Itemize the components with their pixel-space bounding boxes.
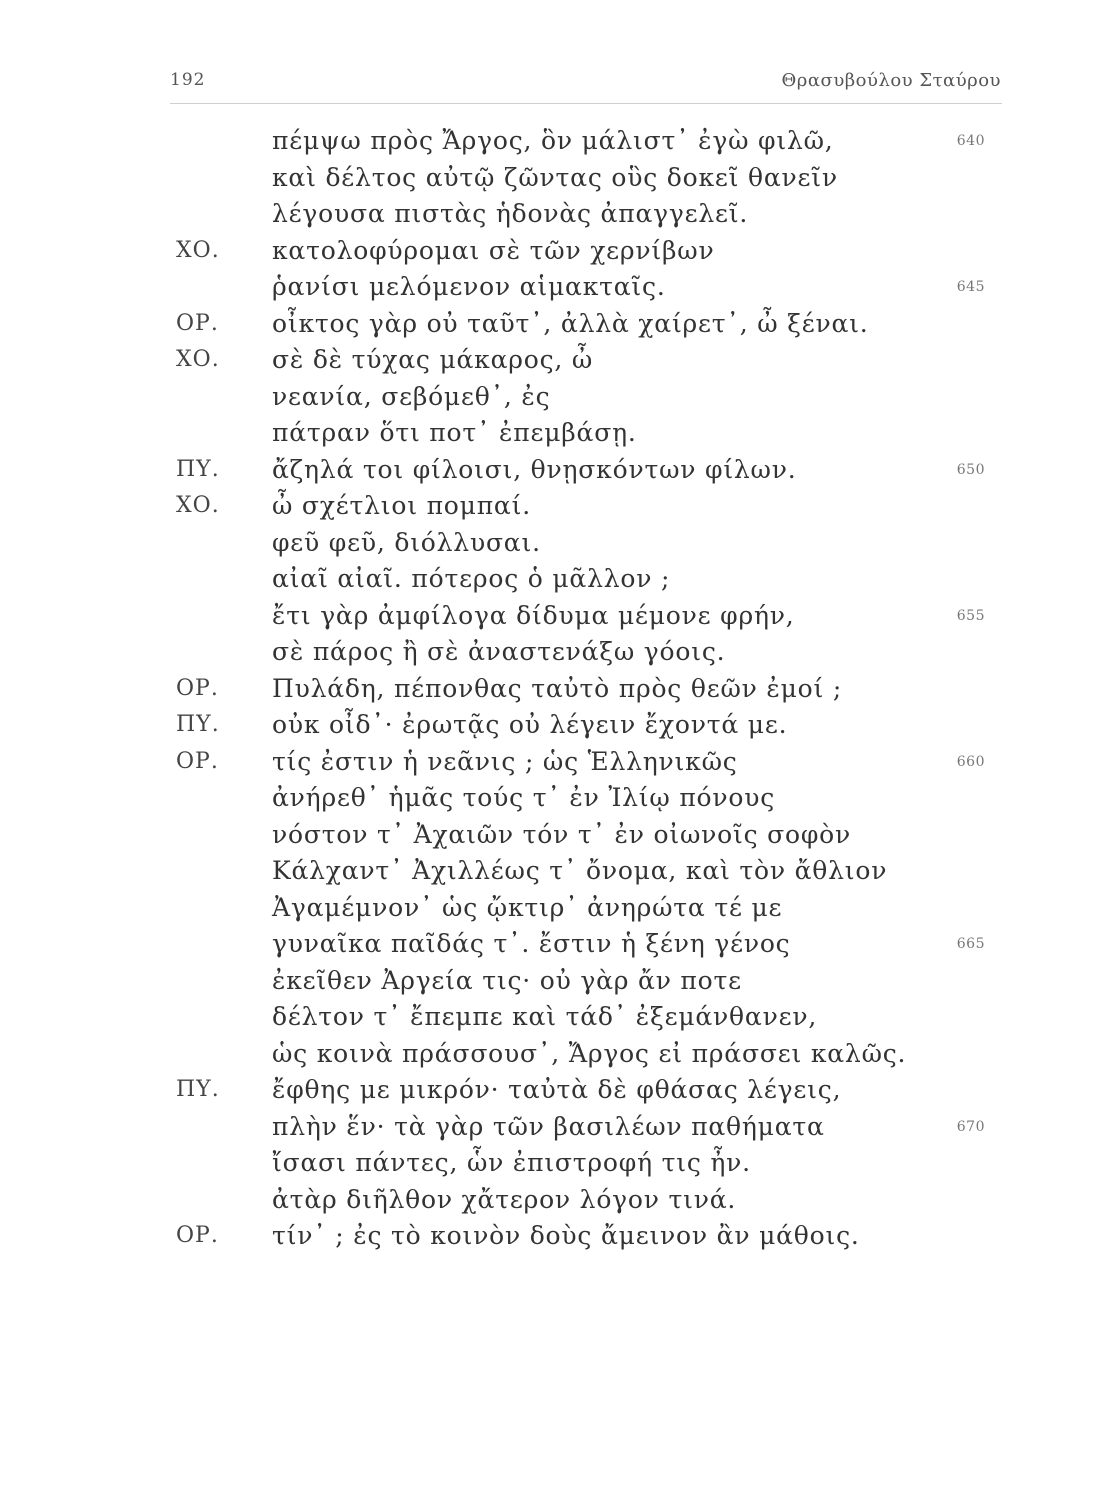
verse-line <box>0 856 1113 893</box>
line-number: 645 <box>956 279 985 295</box>
verse-line <box>0 929 1113 966</box>
verse-line <box>0 747 1113 784</box>
verse-text: σὲ δὲ τύχας μάκαρος, ὦ <box>272 345 594 374</box>
verse-line <box>0 783 1113 820</box>
verse-line <box>0 710 1113 747</box>
verse-text: κατολοφύρομαι σὲ τῶν χερνίβων <box>272 235 715 265</box>
verse-line <box>0 455 1113 492</box>
verse-text: δέλτον τ᾽ ἔπεμπε καὶ τάδ᾽ ἐξεμάνθανεν, <box>272 1002 818 1031</box>
verse-line <box>0 382 1113 419</box>
header-rule <box>170 103 1002 104</box>
verse-text: σὲ πάρος ἢ σὲ ἀναστενάξω γόοις. <box>272 637 726 666</box>
verse-block <box>0 126 1113 1258</box>
verse-text: λέγουσα πιστὰς ἡδονὰς ἀπαγγελεῖ. <box>272 199 749 228</box>
verse-line <box>0 309 1113 346</box>
verse-line <box>0 491 1113 528</box>
speaker-label: ΟΡ. <box>176 675 219 701</box>
verse-line <box>0 272 1113 309</box>
verse-line <box>0 564 1113 601</box>
verse-text: γυναῖκα παῖδάς τ᾽. ἔστιν ἡ ξένη γένος <box>272 929 791 958</box>
speaker-label: ΧΟ. <box>176 347 220 372</box>
verse-text: ἔφθης με μικρόν· ταὐτὰ δὲ φθάσας λέγεις, <box>272 1075 842 1104</box>
verse-text: νόστον τ᾽ Ἀχαιῶν τόν τ᾽ ἐν οἰωνοῖς σοφὸν <box>272 819 852 849</box>
speaker-label: ΠΥ. <box>176 1077 220 1102</box>
verse-text: ἄζηλά τοι φίλοισι, θνῃσκόντων φίλων. <box>272 454 797 484</box>
verse-text: οὐκ οἶδ᾽· ἐρωτᾷς οὐ λέγειν ἔχοντά με. <box>272 710 788 739</box>
verse-line <box>0 199 1113 236</box>
verse-text: ὡς κοινὰ πράσσουσ᾽, Ἄργος εἰ πράσσει καλῶς. <box>272 1038 907 1068</box>
verse-line <box>0 1002 1113 1039</box>
running-head: Θρασυβούλου Σταύρου <box>781 70 1001 91</box>
verse-line <box>0 1148 1113 1185</box>
verse-line <box>0 820 1113 857</box>
verse-line <box>0 1185 1113 1222</box>
verse-text: ῥανίσι μελόμενον αἱμακταῖς. <box>272 272 666 301</box>
speaker-label: ΧΟ. <box>176 493 220 518</box>
verse-line <box>0 637 1113 674</box>
verse-text: Κάλχαντ᾽ Ἀχιλλέως τ᾽ ὄνομα, καὶ τὸν ἄθλιον <box>272 856 888 885</box>
line-number: 665 <box>956 936 985 952</box>
verse-line <box>0 601 1113 638</box>
speaker-label: ΧΟ. <box>176 237 220 263</box>
speaker-label: ΟΡ. <box>176 1223 219 1248</box>
speaker-label: ΠΥ. <box>176 456 220 482</box>
verse-text: φεῦ φεῦ, διόλλυσαι. <box>272 527 541 557</box>
line-number: 640 <box>956 133 985 149</box>
verse-text: ὦ σχέτλιοι πομπαί. <box>272 491 531 520</box>
verse-text: καὶ δέλτος αὐτῷ ζῶντας οὓς δοκεῖ θανεῖν <box>272 162 838 192</box>
speaker-label: ΠΥ. <box>176 712 220 737</box>
verse-text: τίν᾽ ; ἐς τὸ κοινὸν δοὺς ἄμεινον ἂν μάθοις. <box>272 1221 860 1250</box>
verse-text: νεανία, σεβόμεθ᾽, ἐς <box>272 381 551 411</box>
line-number: 650 <box>956 461 985 478</box>
verse-text: Πυλάδη, πέπονθας ταὐτὸ πρὸς θεῶν ἐμοί ; <box>272 673 843 703</box>
verse-text: ἐκεῖθεν Ἀργεία τις· οὐ γὰρ ἄν ποτε <box>272 965 742 995</box>
verse-line <box>0 893 1113 930</box>
speaker-label: ΟΡ. <box>176 748 219 774</box>
line-number: 670 <box>956 1118 985 1135</box>
verse-text: ἔτι γὰρ ἀμφίλογα δίδυμα μέμονε φρήν, <box>272 600 795 630</box>
verse-line <box>0 236 1113 273</box>
verse-text: ἴσασι πάντες, ὧν ἐπιστροφή τις ἦν. <box>272 1148 751 1177</box>
verse-text: Ἀγαμέμνον᾽ ὡς ᾤκτιρ᾽ ἀνηρώτα τέ με <box>272 892 783 922</box>
speaker-label: ΟΡ. <box>176 310 219 336</box>
verse-line <box>0 1075 1113 1112</box>
verse-text: πλὴν ἕν· τὰ γὰρ τῶν βασιλέων παθήματα <box>272 1111 825 1141</box>
line-number: 655 <box>956 607 985 624</box>
verse-line <box>0 674 1113 711</box>
verse-text: τίς ἐστιν ἡ νεᾶνις ; ὡς Ἑλληνικῶς <box>272 746 738 776</box>
verse-text: ἀτὰρ διῆλθον χἄτερον λόγον τινά. <box>272 1184 737 1214</box>
verse-line <box>0 345 1113 382</box>
verse-line <box>0 966 1113 1003</box>
verse-line <box>0 1039 1113 1076</box>
line-number: 660 <box>956 753 985 770</box>
verse-text: πέμψω πρὸς Ἄργος, ὃν μάλιστ᾽ ἐγὼ φιλῶ, <box>272 126 834 155</box>
verse-text: πάτραν ὅτι ποτ᾽ ἐπεμβάσῃ. <box>272 418 637 447</box>
verse-line <box>0 126 1113 163</box>
verse-text: αἰαῖ αἰαῖ. πότερος ὁ μᾶλλον ; <box>272 564 671 593</box>
verse-line <box>0 1221 1113 1258</box>
verse-text: ἀνήρεθ᾽ ἡμᾶς τούς τ᾽ ἐν Ἰλίῳ πόνους <box>272 783 776 812</box>
verse-line <box>0 528 1113 565</box>
verse-line <box>0 418 1113 455</box>
verse-line <box>0 1112 1113 1149</box>
verse-line <box>0 163 1113 200</box>
page-number: 192 <box>170 70 206 90</box>
verse-text: οἶκτος γὰρ οὐ ταῦτ᾽, ἀλλὰ χαίρετ᾽, ὦ ξέναι. <box>272 308 869 338</box>
